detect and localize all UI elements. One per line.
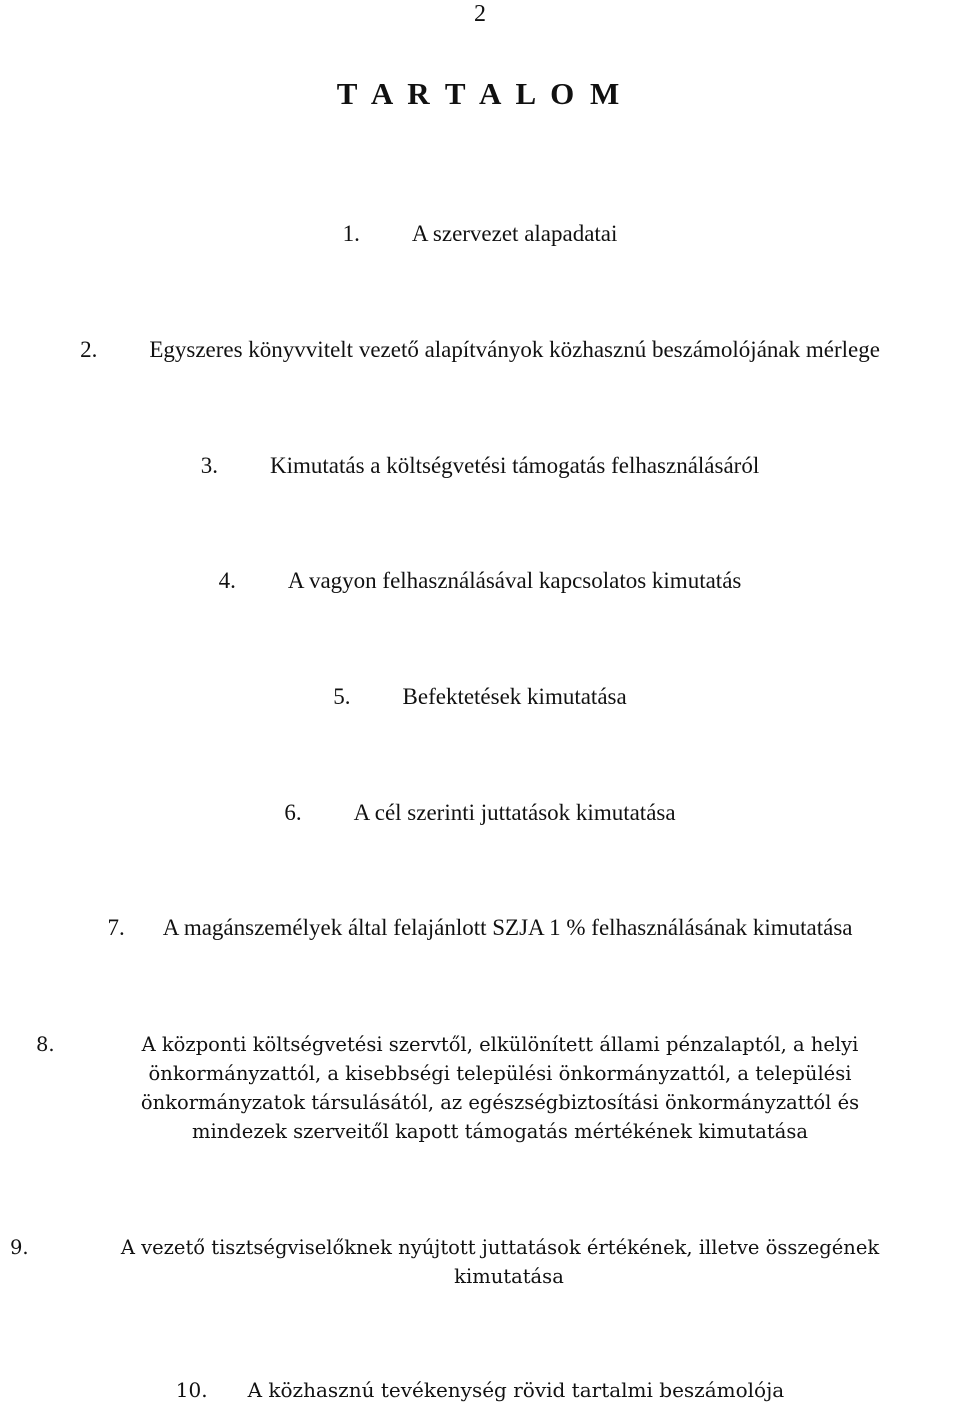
toc-item-number: 4. [218,568,236,593]
toc-item-label: A vagyon felhasználásával kapcsolatos kimutatás [287,568,742,593]
toc-item-7 [0,914,960,942]
toc-item-4 [0,567,960,595]
toc-item-line: önkormányzattól, a kisebbségi települési önkormányzattól, a települési [148,1062,852,1085]
toc-item-line: mindezek szerveitől kapott támogatás mértékének kimutatása [192,1120,808,1143]
toc-item-10-line [0,1376,960,1405]
toc-item-label: A közhasznú tevékenység rövid tartalmi beszámolója [247,1378,785,1402]
toc-item-line: kimutatása [454,1265,564,1288]
toc-item-number: 5. [333,684,351,709]
toc-item-label: A magánszemélyek által felajánlott SZJA 1 % felhasználásának kimutatása [162,915,853,940]
toc-item-label: Befektetések kimutatása [402,684,627,709]
toc-item-number: 8. [36,1033,55,1056]
toc-item-number: 9. [10,1236,29,1259]
toc-item-2 [0,336,960,364]
toc-item-number: 2. [80,337,98,362]
toc-item-5 [0,683,960,711]
toc-item-line: önkormányzatok társulásától, az egészségbiztosítási önkormányzattól és [140,1091,860,1114]
toc-item-3 [0,452,960,480]
toc-item-8 [36,1030,924,1146]
toc-item-line: A központi költségvetési szervtől, elkülönített állami pénzalaptól, a helyi [141,1033,859,1056]
toc-item-label: A cél szerinti juttatások kimutatása [353,800,676,825]
toc-item-label: Kimutatás a költségvetési támogatás felhasználásáról [270,453,760,478]
toc-item-6 [0,799,960,827]
toc-item-number: 1. [342,221,360,246]
toc-item-9 [10,1233,950,1291]
page-number: 2 [474,1,486,27]
toc-item-number: 3. [200,453,218,478]
toc-item-line: A vezető tisztségviselőknek nyújtott juttatások értékének, illetve összegének [120,1236,880,1259]
toc-item-label: A szervezet alapadatai [411,221,618,246]
toc-item-label: Egyszeres könyvvitelt vezető alapítványok közhasznú beszámolójának mérlege [149,337,880,362]
toc-item-number: 7. [107,915,125,940]
toc-item-number: 6. [284,800,302,825]
page-title: T A R T A L O M [336,76,624,111]
toc-item-number: 10. [175,1378,208,1402]
toc-item-1 [0,220,960,248]
toc-item-10 [0,1376,960,1405]
